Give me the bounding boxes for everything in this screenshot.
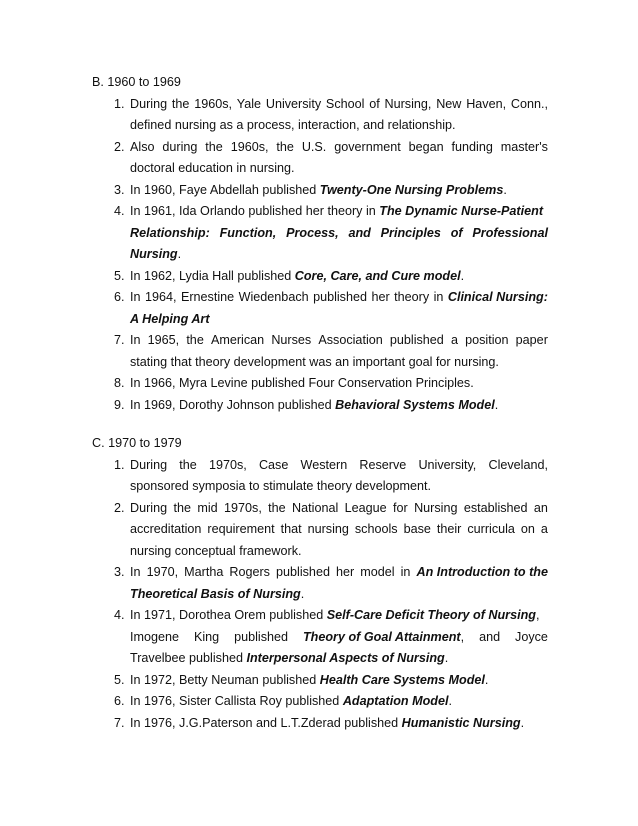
word: League [344,500,387,515]
work-title: Interpersonal Aspects of Nursing [246,651,445,665]
word: Yale [236,96,262,111]
punctuation: . [503,182,507,197]
word: School [325,96,365,111]
item-number: 4. [114,204,125,218]
work-title: Theoretical Basis of Nursing [130,586,301,601]
punctuation: , [460,629,465,644]
work-title: Adaptation Model [342,694,449,708]
word: 1960s, [230,139,269,154]
text-line [130,605,548,627]
item-number: 9. [114,397,125,412]
word: 1970, [146,565,179,579]
list-item [92,373,548,395]
word: published [313,290,367,304]
work-title: Theory of Goal Attainment [302,629,461,644]
word: base [403,522,431,536]
word: requirement [207,522,275,536]
list-item [92,180,548,202]
punctuation: , [535,608,540,622]
list-item [92,94,548,137]
item-text: In 1976, J.G.Paterson and L.T.Zderad published [130,715,402,730]
word: 1970s, [208,457,247,472]
word: 1965, [147,333,180,347]
work-title: The Dynamic Nurse-Patient [379,204,544,218]
word: paper [515,333,548,347]
word: Haven, [466,96,507,111]
word: a [450,333,458,347]
item-number: 1. [114,457,125,472]
word: Conn., [510,96,548,111]
work-title: An Introduction to the [416,565,548,579]
text-line [130,455,548,477]
word: funding [451,139,493,154]
word: in [433,290,444,304]
item-number: 6. [114,694,125,708]
text-line [130,201,548,223]
list-item [92,395,548,417]
word: published [234,629,289,644]
text-line [130,330,548,352]
list-item [92,713,548,735]
item-text: In 1972, Betty Neuman published [130,672,320,687]
title-word: Function, [219,225,277,240]
word: their [436,522,462,536]
text-line [130,244,548,266]
word: nursing [307,522,349,536]
punctuation: . [448,694,452,708]
list-item [92,137,548,180]
word: 1964, [144,290,177,304]
item-number: 5. [114,672,125,687]
word: for [393,500,408,515]
word: that [280,522,302,536]
item-number: 3. [114,565,125,579]
item-number: 4. [114,608,125,622]
text-line: stating that theory development was an important goal for nursing. [130,354,499,369]
item-number: 3. [114,182,125,197]
punctuation: . [460,268,465,283]
word: University [265,96,322,111]
text-line [130,266,548,288]
word: the [205,139,223,154]
word: government [334,139,401,154]
text-line: In 1966, Myra Levine published Four Conservation Principles. [130,376,474,390]
section-1970-1979 [92,433,548,734]
text-line [130,498,548,520]
punctuation: . [520,715,525,730]
item-text: In 1969, Dorothy Johnson published [130,397,336,412]
text-line [130,519,548,541]
text-line [130,713,548,735]
work-title: Twenty-One Nursing Problems [319,182,504,197]
word: the [276,139,294,154]
word: Case [258,457,289,472]
word: mid [197,500,218,515]
title-word: of [450,225,463,240]
work-title: Humanistic Nursing [401,715,521,730]
text-line: sponsored symposia to stimulate theory development. [130,479,432,493]
item-number: 1. [114,96,125,111]
text-line [130,94,548,116]
punctuation: . [300,586,305,601]
word: Martha [184,565,224,579]
word: published [276,565,330,579]
word: Joyce [515,629,548,644]
punctuation: . [494,397,499,412]
text-line [130,180,548,202]
text-line [130,648,548,670]
punctuation: . [484,672,489,687]
word: Rogers [229,565,270,579]
word: the [173,500,191,515]
word: curricula [467,522,515,536]
item-number: 6. [114,290,125,304]
word: schools [354,522,398,536]
section-heading: B. 1960 to 1969 [92,75,181,89]
word: in [400,565,411,579]
section-1960-1969 [92,72,548,416]
item-number: 7. [114,333,125,347]
list-item [92,330,548,373]
word: published [389,333,444,347]
title-word: Principles [380,225,441,240]
work-title: Nursing [130,247,178,261]
item-list [92,455,548,735]
text-line [130,137,548,159]
word: master's [500,139,548,154]
list-item [92,201,548,266]
word: Western [300,457,348,472]
word: on [520,522,535,536]
text-line [130,287,548,309]
word: a [540,522,548,536]
list-item [92,605,548,670]
word: established [463,500,528,515]
word: Imogene [130,629,180,644]
word: her [371,290,390,304]
text-line [130,562,548,584]
title-word: and [348,225,371,240]
item-number: 2. [114,500,125,515]
item-list [92,94,548,417]
word: Nursing, [384,96,432,111]
word: Association [318,333,383,347]
title-group [303,627,464,649]
word: Ernestine [180,290,235,304]
item-number: 5. [114,268,125,283]
word: her [336,565,355,579]
word: During [130,457,168,472]
word: 1970s, [224,500,262,515]
list-item [92,691,548,713]
word: accreditation [130,522,202,536]
word: of [369,96,380,111]
title-word: Professional [472,225,548,240]
title-word: Relationship: [130,225,210,240]
word: In [130,290,141,304]
word: Also [130,139,155,154]
item-text: In 1960, Faye Abdellah published [130,182,320,197]
item-number: 2. [114,139,125,154]
item-number: 7. [114,715,125,730]
word: and [479,629,501,644]
word: Nurses [271,333,312,347]
list-item [92,562,548,605]
word: the [179,457,197,472]
item-text-lead: In 1961, Ida Orlando published her theory in [130,204,380,218]
text-line [130,627,548,649]
word: Cleveland, [488,457,548,472]
word: during [162,139,198,154]
list-item [92,670,548,692]
text-line [130,395,548,417]
word: During [130,500,168,515]
work-title: A Helping Art [130,311,210,326]
work-title: Health Care Systems Model [319,672,485,687]
word: position [465,333,509,347]
word: Wiedenbach [238,290,309,304]
item-text: Travelbee published [130,651,247,665]
word: During [130,96,168,111]
word: model [360,565,395,579]
word: the [171,96,190,111]
word: U.S. [301,139,327,154]
word: Reserve [359,457,407,472]
text-line: doctoral education in nursing. [130,161,295,175]
list-item [92,266,548,288]
text-line: defined nursing as a process, interaction, and relationship. [130,118,456,132]
item-text: In 1962, Lydia Hall published [130,268,295,283]
word: In [130,333,141,347]
text-line [130,584,548,606]
list-item [92,498,548,563]
text-line [130,691,548,713]
work-title: Core, Care, and Cure model [294,268,461,283]
word: 1960s, [194,96,232,111]
work-title: Self-Care Deficit Theory of Nursing [326,608,536,622]
word: theory [394,290,430,304]
item-text: In 1971, Dorothea Orem published [130,608,327,622]
text-line: nursing conceptual framework. [130,543,302,558]
punctuation: . [177,247,182,261]
list-item [92,287,548,330]
work-title: Clinical Nursing: [447,290,548,304]
punctuation: . [444,651,449,665]
text-line [130,670,548,692]
section-heading: C. 1970 to 1979 [92,436,182,450]
word: University, [418,457,477,472]
word: New [436,96,462,111]
title-word: Process, [286,225,339,240]
word: King [193,629,220,644]
word: National [292,500,339,515]
work-title: Behavioral Systems Model [335,397,495,412]
word: Nursing [414,500,458,515]
word: the [186,333,204,347]
word: the [268,500,286,515]
item-text: In 1976, Sister Callista Roy published [130,694,343,708]
list-item [92,455,548,498]
word: In [130,565,141,579]
item-text [130,201,543,223]
word: American [210,333,265,347]
item-number: 8. [114,376,125,390]
word: an [533,500,548,515]
word: began [408,139,444,154]
text-line [130,223,548,245]
